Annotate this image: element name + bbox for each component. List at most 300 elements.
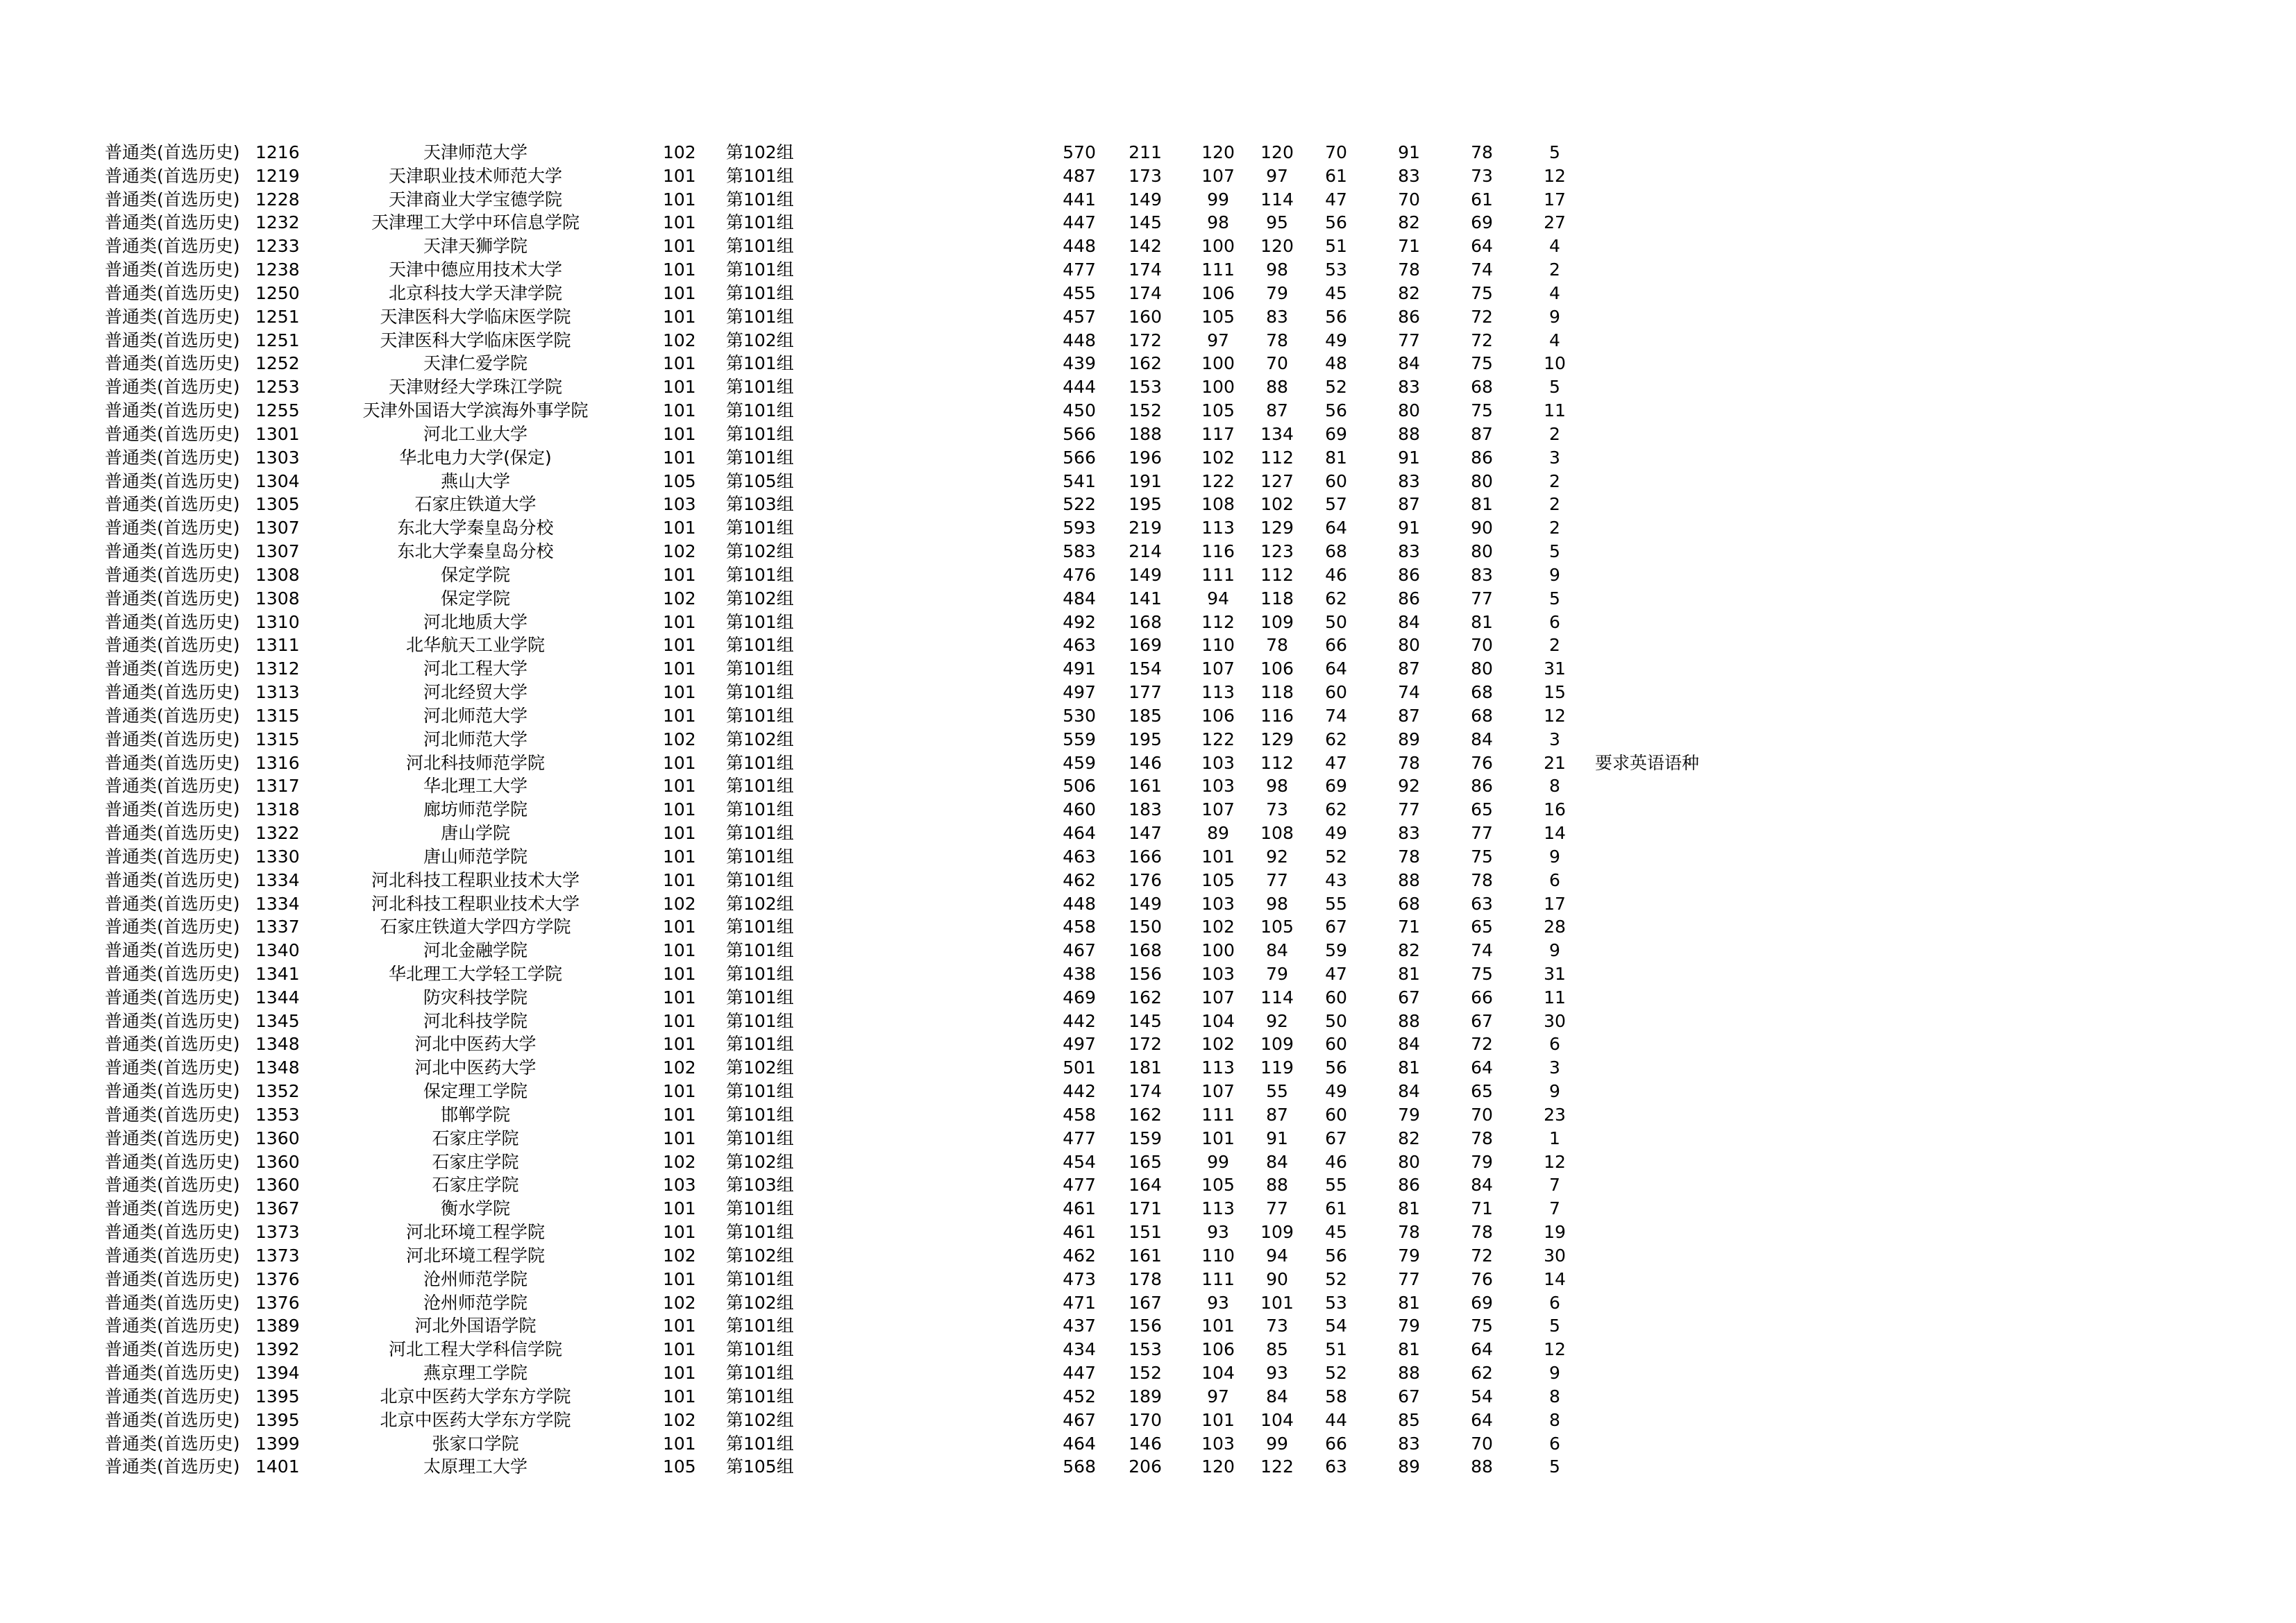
total-score-cell: 501 <box>1063 1057 1096 1078</box>
score-4-cell: 69 <box>1325 776 1347 797</box>
group-code-cell: 101 <box>663 705 696 726</box>
count-cell: 2 <box>1549 635 1560 656</box>
score-5-cell: 67 <box>1398 987 1420 1008</box>
score-3-cell: 55 <box>1266 1081 1288 1102</box>
score-1-cell: 185 <box>1129 705 1162 726</box>
total-score-cell: 452 <box>1063 1386 1096 1407</box>
score-4-cell: 63 <box>1325 1456 1347 1477</box>
score-4-cell: 53 <box>1325 260 1347 280</box>
school-code-cell: 1360 <box>255 1175 300 1196</box>
school-code-cell: 1233 <box>255 236 300 257</box>
school-name-cell: 河北环境工程学院 <box>405 1245 545 1266</box>
score-3-cell: 129 <box>1260 729 1294 749</box>
score-5-cell: 82 <box>1398 282 1420 303</box>
total-score-cell: 570 <box>1063 142 1096 162</box>
score-1-cell: 150 <box>1129 917 1162 937</box>
school-code-cell: 1304 <box>255 470 300 491</box>
group-code-cell: 101 <box>663 987 696 1008</box>
score-5-cell: 83 <box>1398 541 1420 562</box>
group-name-cell: 第105组 <box>726 1456 794 1477</box>
score-1-cell: 196 <box>1129 447 1162 468</box>
score-2-cell: 99 <box>1207 189 1229 210</box>
score-3-cell: 134 <box>1260 423 1294 444</box>
score-5-cell: 86 <box>1398 306 1420 327</box>
school-code-cell: 1232 <box>255 212 300 233</box>
count-cell: 9 <box>1549 846 1560 867</box>
score-4-cell: 49 <box>1325 330 1347 350</box>
group-code-cell: 101 <box>663 189 696 210</box>
score-5-cell: 83 <box>1398 823 1420 844</box>
score-4-cell: 56 <box>1325 1057 1347 1078</box>
school-code-cell: 1334 <box>255 869 300 890</box>
score-5-cell: 85 <box>1398 1409 1420 1430</box>
score-3-cell: 84 <box>1266 940 1288 961</box>
score-5-cell: 82 <box>1398 212 1420 233</box>
score-2-cell: 102 <box>1201 1034 1235 1055</box>
group-code-cell: 101 <box>663 1316 696 1336</box>
score-1-cell: 161 <box>1129 1245 1162 1266</box>
score-1-cell: 170 <box>1129 1409 1162 1430</box>
school-name-cell: 河北中医药大学 <box>414 1034 537 1055</box>
table-row <box>0 235 2296 258</box>
score-1-cell: 172 <box>1129 1034 1162 1055</box>
score-3-cell: 77 <box>1266 1198 1288 1219</box>
school-code-cell: 1395 <box>255 1409 300 1430</box>
group-code-cell: 101 <box>663 212 696 233</box>
score-3-cell: 92 <box>1266 1010 1288 1031</box>
category-cell: 普通类(首选历史) <box>105 494 240 515</box>
school-code-cell: 1360 <box>255 1128 300 1148</box>
total-score-cell: 447 <box>1063 1363 1096 1384</box>
total-score-cell: 583 <box>1063 541 1096 562</box>
score-6-cell: 72 <box>1471 1034 1493 1055</box>
total-score-cell: 492 <box>1063 611 1096 632</box>
score-5-cell: 86 <box>1398 564 1420 585</box>
score-6-cell: 70 <box>1471 1104 1493 1125</box>
school-code-cell: 1341 <box>255 963 300 984</box>
note-cell <box>1595 141 1769 164</box>
category-cell: 普通类(首选历史) <box>105 1151 240 1172</box>
category-cell: 普通类(首选历史) <box>105 306 240 327</box>
score-3-cell: 99 <box>1266 1433 1288 1454</box>
total-score-cell: 462 <box>1063 1245 1096 1266</box>
note-cell <box>1595 798 1769 822</box>
table-row <box>0 1385 2296 1409</box>
score-3-cell: 93 <box>1266 1363 1288 1384</box>
school-code-cell: 1308 <box>255 564 300 585</box>
score-4-cell: 62 <box>1325 588 1347 609</box>
school-code-cell: 1318 <box>255 799 300 820</box>
count-cell: 17 <box>1544 189 1566 210</box>
count-cell: 11 <box>1544 987 1566 1008</box>
school-code-cell: 1303 <box>255 447 300 468</box>
score-4-cell: 56 <box>1325 400 1347 421</box>
category-cell: 普通类(首选历史) <box>105 423 240 444</box>
score-3-cell: 73 <box>1266 1316 1288 1336</box>
school-name-cell: 华北电力大学(保定) <box>399 447 552 468</box>
table-row <box>0 1103 2296 1127</box>
score-6-cell: 84 <box>1471 1175 1493 1196</box>
count-cell: 4 <box>1549 330 1560 350</box>
score-3-cell: 98 <box>1266 776 1288 797</box>
total-score-cell: 476 <box>1063 564 1096 585</box>
note-cell <box>1595 728 1769 751</box>
total-score-cell: 444 <box>1063 377 1096 398</box>
score-2-cell: 103 <box>1201 893 1235 914</box>
group-code-cell: 101 <box>663 658 696 679</box>
school-code-cell: 1353 <box>255 1104 300 1125</box>
group-name-cell: 第101组 <box>726 752 794 773</box>
table-row <box>0 1432 2296 1456</box>
total-score-cell: 484 <box>1063 588 1096 609</box>
score-5-cell: 81 <box>1398 1339 1420 1360</box>
category-cell: 普通类(首选历史) <box>105 1339 240 1360</box>
count-cell: 19 <box>1544 1222 1566 1243</box>
total-score-cell: 439 <box>1063 353 1096 374</box>
score-1-cell: 146 <box>1129 752 1162 773</box>
score-2-cell: 98 <box>1207 212 1229 233</box>
score-3-cell: 123 <box>1260 541 1294 562</box>
score-4-cell: 45 <box>1325 282 1347 303</box>
category-cell: 普通类(首选历史) <box>105 846 240 867</box>
score-5-cell: 70 <box>1398 189 1420 210</box>
total-score-cell: 497 <box>1063 682 1096 703</box>
table-row <box>0 1291 2296 1315</box>
school-code-cell: 1344 <box>255 987 300 1008</box>
score-1-cell: 219 <box>1129 518 1162 538</box>
score-5-cell: 78 <box>1398 846 1420 867</box>
score-4-cell: 46 <box>1325 1151 1347 1172</box>
group-code-cell: 101 <box>663 1363 696 1384</box>
count-cell: 3 <box>1549 1057 1560 1078</box>
score-1-cell: 153 <box>1129 1339 1162 1360</box>
category-cell: 普通类(首选历史) <box>105 400 240 421</box>
score-2-cell: 103 <box>1201 776 1235 797</box>
score-5-cell: 79 <box>1398 1245 1420 1266</box>
note-cell <box>1595 774 1769 798</box>
score-2-cell: 100 <box>1201 940 1235 961</box>
category-cell: 普通类(首选历史) <box>105 1245 240 1266</box>
score-3-cell: 91 <box>1266 1128 1288 1148</box>
score-4-cell: 50 <box>1325 611 1347 632</box>
group-name-cell: 第101组 <box>726 353 794 374</box>
table-row <box>0 1409 2296 1432</box>
school-name-cell: 河北科技学院 <box>423 1010 527 1031</box>
score-1-cell: 146 <box>1129 1433 1162 1454</box>
score-4-cell: 62 <box>1325 729 1347 749</box>
score-6-cell: 67 <box>1471 1010 1493 1031</box>
total-score-cell: 447 <box>1063 212 1096 233</box>
score-1-cell: 183 <box>1129 799 1162 820</box>
note-cell <box>1595 470 1769 493</box>
score-5-cell: 88 <box>1398 1363 1420 1384</box>
note-cell <box>1595 282 1769 305</box>
school-code-cell: 1315 <box>255 705 300 726</box>
total-score-cell: 477 <box>1063 1175 1096 1196</box>
category-cell: 普通类(首选历史) <box>105 541 240 562</box>
score-4-cell: 69 <box>1325 423 1347 444</box>
score-1-cell: 206 <box>1129 1456 1162 1477</box>
score-4-cell: 68 <box>1325 541 1347 562</box>
score-2-cell: 107 <box>1201 658 1235 679</box>
score-4-cell: 56 <box>1325 212 1347 233</box>
school-name-cell: 唐山学院 <box>440 823 510 844</box>
category-cell: 普通类(首选历史) <box>105 447 240 468</box>
group-code-cell: 101 <box>663 377 696 398</box>
group-name-cell: 第101组 <box>726 1363 794 1384</box>
school-code-cell: 1307 <box>255 518 300 538</box>
score-5-cell: 79 <box>1398 1104 1420 1125</box>
total-score-cell: 471 <box>1063 1292 1096 1313</box>
score-6-cell: 86 <box>1471 776 1493 797</box>
count-cell: 28 <box>1544 917 1566 937</box>
school-code-cell: 1219 <box>255 165 300 186</box>
category-cell: 普通类(首选历史) <box>105 1198 240 1219</box>
score-2-cell: 99 <box>1207 1151 1229 1172</box>
category-cell: 普通类(首选历史) <box>105 212 240 233</box>
score-1-cell: 174 <box>1129 1081 1162 1102</box>
school-code-cell: 1252 <box>255 353 300 374</box>
score-1-cell: 165 <box>1129 1151 1162 1172</box>
group-code-cell: 101 <box>663 1010 696 1031</box>
score-1-cell: 154 <box>1129 658 1162 679</box>
score-2-cell: 105 <box>1201 1175 1235 1196</box>
score-2-cell: 97 <box>1207 1386 1229 1407</box>
school-name-cell: 天津师范大学 <box>423 142 527 162</box>
category-cell: 普通类(首选历史) <box>105 1175 240 1196</box>
total-score-cell: 477 <box>1063 1128 1096 1148</box>
count-cell: 30 <box>1544 1245 1566 1266</box>
score-5-cell: 71 <box>1398 236 1420 257</box>
score-6-cell: 70 <box>1471 1433 1493 1454</box>
group-code-cell: 102 <box>663 1245 696 1266</box>
note-cell <box>1595 516 1769 540</box>
group-code-cell: 101 <box>663 1128 696 1148</box>
count-cell: 3 <box>1549 447 1560 468</box>
category-cell: 普通类(首选历史) <box>105 282 240 303</box>
score-4-cell: 54 <box>1325 1316 1347 1336</box>
score-3-cell: 88 <box>1266 377 1288 398</box>
school-code-cell: 1315 <box>255 729 300 749</box>
score-1-cell: 161 <box>1129 776 1162 797</box>
total-score-cell: 530 <box>1063 705 1096 726</box>
score-1-cell: 153 <box>1129 377 1162 398</box>
score-1-cell: 174 <box>1129 260 1162 280</box>
score-4-cell: 60 <box>1325 987 1347 1008</box>
school-name-cell: 河北科技工程职业技术大学 <box>371 893 580 914</box>
count-cell: 1 <box>1549 1128 1560 1148</box>
school-code-cell: 1360 <box>255 1151 300 1172</box>
score-3-cell: 87 <box>1266 1104 1288 1125</box>
group-name-cell: 第101组 <box>726 682 794 703</box>
score-5-cell: 84 <box>1398 611 1420 632</box>
table-row <box>0 704 2296 728</box>
score-4-cell: 50 <box>1325 1010 1347 1031</box>
score-2-cell: 94 <box>1207 588 1229 609</box>
group-name-cell: 第101组 <box>726 987 794 1008</box>
score-3-cell: 90 <box>1266 1268 1288 1289</box>
school-name-cell: 天津职业技术师范大学 <box>388 165 562 186</box>
school-code-cell: 1255 <box>255 400 300 421</box>
group-code-cell: 101 <box>663 447 696 468</box>
score-3-cell: 120 <box>1260 142 1294 162</box>
category-cell: 普通类(首选历史) <box>105 1104 240 1125</box>
score-6-cell: 68 <box>1471 682 1493 703</box>
score-2-cell: 100 <box>1201 353 1235 374</box>
score-5-cell: 83 <box>1398 377 1420 398</box>
school-code-cell: 1251 <box>255 330 300 350</box>
score-3-cell: 109 <box>1260 1222 1294 1243</box>
group-code-cell: 101 <box>663 1386 696 1407</box>
score-5-cell: 77 <box>1398 330 1420 350</box>
score-4-cell: 43 <box>1325 869 1347 890</box>
score-1-cell: 214 <box>1129 541 1162 562</box>
score-5-cell: 88 <box>1398 869 1420 890</box>
school-name-cell: 廊坊师范学院 <box>423 799 527 820</box>
table-row <box>0 540 2296 563</box>
score-3-cell: 122 <box>1260 1456 1294 1477</box>
table-row <box>0 774 2296 798</box>
group-code-cell: 102 <box>663 142 696 162</box>
school-code-cell: 1251 <box>255 306 300 327</box>
count-cell: 23 <box>1544 1104 1566 1125</box>
score-4-cell: 47 <box>1325 189 1347 210</box>
count-cell: 31 <box>1544 658 1566 679</box>
group-name-cell: 第101组 <box>726 1128 794 1148</box>
total-score-cell: 448 <box>1063 330 1096 350</box>
score-4-cell: 66 <box>1325 1433 1347 1454</box>
count-cell: 21 <box>1544 752 1566 773</box>
score-3-cell: 105 <box>1260 917 1294 937</box>
score-6-cell: 77 <box>1471 823 1493 844</box>
score-4-cell: 58 <box>1325 1386 1347 1407</box>
group-code-cell: 101 <box>663 423 696 444</box>
count-cell: 7 <box>1549 1198 1560 1219</box>
total-score-cell: 458 <box>1063 917 1096 937</box>
school-code-cell: 1337 <box>255 917 300 937</box>
category-cell: 普通类(首选历史) <box>105 564 240 585</box>
group-name-cell: 第105组 <box>726 470 794 491</box>
school-name-cell: 北京科技大学天津学院 <box>388 282 562 303</box>
school-name-cell: 石家庄铁道大学 <box>414 494 537 515</box>
group-code-cell: 102 <box>663 893 696 914</box>
group-name-cell: 第101组 <box>726 1339 794 1360</box>
score-1-cell: 147 <box>1129 823 1162 844</box>
count-cell: 9 <box>1549 306 1560 327</box>
note-cell <box>1595 1268 1769 1291</box>
score-2-cell: 113 <box>1201 1198 1235 1219</box>
score-3-cell: 98 <box>1266 893 1288 914</box>
score-6-cell: 77 <box>1471 588 1493 609</box>
score-1-cell: 162 <box>1129 987 1162 1008</box>
note-cell <box>1595 845 1769 869</box>
score-4-cell: 61 <box>1325 1198 1347 1219</box>
score-2-cell: 111 <box>1201 1268 1235 1289</box>
score-1-cell: 195 <box>1129 729 1162 749</box>
count-cell: 17 <box>1544 893 1566 914</box>
school-code-cell: 1348 <box>255 1034 300 1055</box>
score-3-cell: 84 <box>1266 1386 1288 1407</box>
note-cell <box>1595 1455 1769 1479</box>
group-name-cell: 第101组 <box>726 1268 794 1289</box>
total-score-cell: 487 <box>1063 165 1096 186</box>
table-row <box>0 1268 2296 1291</box>
score-3-cell: 112 <box>1260 447 1294 468</box>
group-name-cell: 第102组 <box>726 1245 794 1266</box>
score-6-cell: 61 <box>1471 189 1493 210</box>
note-cell: 要求英语语种 <box>1595 752 1700 773</box>
score-1-cell: 142 <box>1129 236 1162 257</box>
note-cell <box>1595 329 1769 352</box>
count-cell: 2 <box>1549 260 1560 280</box>
score-5-cell: 80 <box>1398 635 1420 656</box>
total-score-cell: 497 <box>1063 1034 1096 1055</box>
school-name-cell: 沧州师范学院 <box>423 1292 527 1313</box>
category-cell: 普通类(首选历史) <box>105 823 240 844</box>
table-row <box>0 1221 2296 1244</box>
table-row <box>0 845 2296 869</box>
category-cell: 普通类(首选历史) <box>105 987 240 1008</box>
school-name-cell: 石家庄学院 <box>432 1128 519 1148</box>
group-name-cell: 第101组 <box>726 1316 794 1336</box>
score-4-cell: 61 <box>1325 165 1347 186</box>
count-cell: 5 <box>1549 1316 1560 1336</box>
score-3-cell: 78 <box>1266 330 1288 350</box>
score-3-cell: 98 <box>1266 260 1288 280</box>
score-5-cell: 89 <box>1398 1456 1420 1477</box>
group-name-cell: 第101组 <box>726 1010 794 1031</box>
table-row <box>0 164 2296 188</box>
group-code-cell: 101 <box>663 1034 696 1055</box>
group-name-cell: 第102组 <box>726 893 794 914</box>
count-cell: 9 <box>1549 1363 1560 1384</box>
table-row <box>0 611 2296 634</box>
group-name-cell: 第101组 <box>726 776 794 797</box>
table-row <box>0 657 2296 681</box>
score-6-cell: 64 <box>1471 236 1493 257</box>
group-code-cell: 101 <box>663 282 696 303</box>
score-5-cell: 91 <box>1398 518 1420 538</box>
count-cell: 9 <box>1549 940 1560 961</box>
category-cell: 普通类(首选历史) <box>105 776 240 797</box>
category-cell: 普通类(首选历史) <box>105 1292 240 1313</box>
group-name-cell: 第101组 <box>726 212 794 233</box>
category-cell: 普通类(首选历史) <box>105 1057 240 1078</box>
score-2-cell: 93 <box>1207 1292 1229 1313</box>
group-code-cell: 101 <box>663 752 696 773</box>
score-2-cell: 103 <box>1201 1433 1235 1454</box>
school-name-cell: 燕山大学 <box>440 470 510 491</box>
group-code-cell: 101 <box>663 963 696 984</box>
table-row <box>0 915 2296 939</box>
school-name-cell: 石家庄铁道大学四方学院 <box>380 917 571 937</box>
score-5-cell: 80 <box>1398 1151 1420 1172</box>
group-name-cell: 第101组 <box>726 940 794 961</box>
total-score-cell: 459 <box>1063 752 1096 773</box>
school-code-cell: 1394 <box>255 1363 300 1384</box>
score-5-cell: 78 <box>1398 752 1420 773</box>
group-code-cell: 102 <box>663 729 696 749</box>
school-name-cell: 天津天狮学院 <box>423 236 527 257</box>
total-score-cell: 464 <box>1063 823 1096 844</box>
table-row <box>0 446 2296 470</box>
note-cell <box>1595 211 1769 235</box>
score-4-cell: 60 <box>1325 470 1347 491</box>
note-cell <box>1595 939 1769 962</box>
score-6-cell: 66 <box>1471 987 1493 1008</box>
school-code-cell: 1312 <box>255 658 300 679</box>
category-cell: 普通类(首选历史) <box>105 165 240 186</box>
